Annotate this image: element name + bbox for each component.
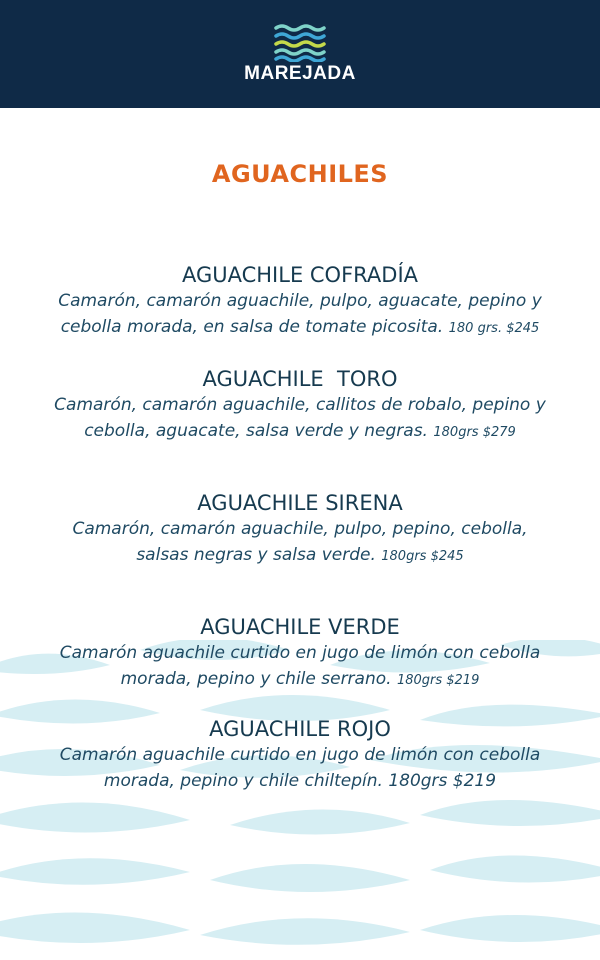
item-description: Camarón, camarón aguachile, pulpo, aguacate, pepino y cebolla morada, en salsa de tomate picosita. 180 grs. $245	[58, 291, 542, 337]
item-name: AGUACHILE ROJO	[209, 717, 391, 741]
menu-item	[20, 262, 580, 342]
item-description: Camarón, camarón aguachile, callitos de robalo, pepino y cebolla, aguacate, salsa verde y negras. 180grs $279	[54, 395, 546, 441]
section-title: AGUACHILES	[211, 160, 389, 188]
menu-item	[20, 490, 580, 570]
menu-item	[20, 614, 580, 694]
item-description: Camarón, camarón aguachile, pulpo, pepino, cebolla, salsas negras y salsa verde. 180grs $245	[72, 519, 528, 565]
item-price: 180grs $219	[396, 673, 480, 688]
item-name: AGUACHILE TORO	[202, 367, 398, 391]
header-bar	[0, 0, 600, 108]
brand-name: MAREJADA	[244, 63, 356, 84]
item-price: 180 grs. $245	[448, 321, 540, 336]
menu-item	[20, 716, 580, 794]
menu-item	[20, 366, 580, 446]
item-name: AGUACHILE SIRENA	[197, 491, 403, 515]
item-name: AGUACHILE VERDE	[200, 615, 400, 639]
item-price: 180grs $245	[381, 549, 464, 564]
item-name: AGUACHILE COFRADÍA	[181, 263, 419, 287]
item-description: Camarón aguachile curtido en jugo de limón con cebolla morada, pepino y chile serrano. 180grs $219	[59, 643, 541, 689]
item-price: 180grs $279	[433, 425, 516, 440]
item-description: Camarón aguachile curtido en jugo de limón con cebolla morada, pepino y chile chiltepín. 180grs $219	[59, 745, 541, 791]
wave-logo-icon	[272, 24, 328, 62]
